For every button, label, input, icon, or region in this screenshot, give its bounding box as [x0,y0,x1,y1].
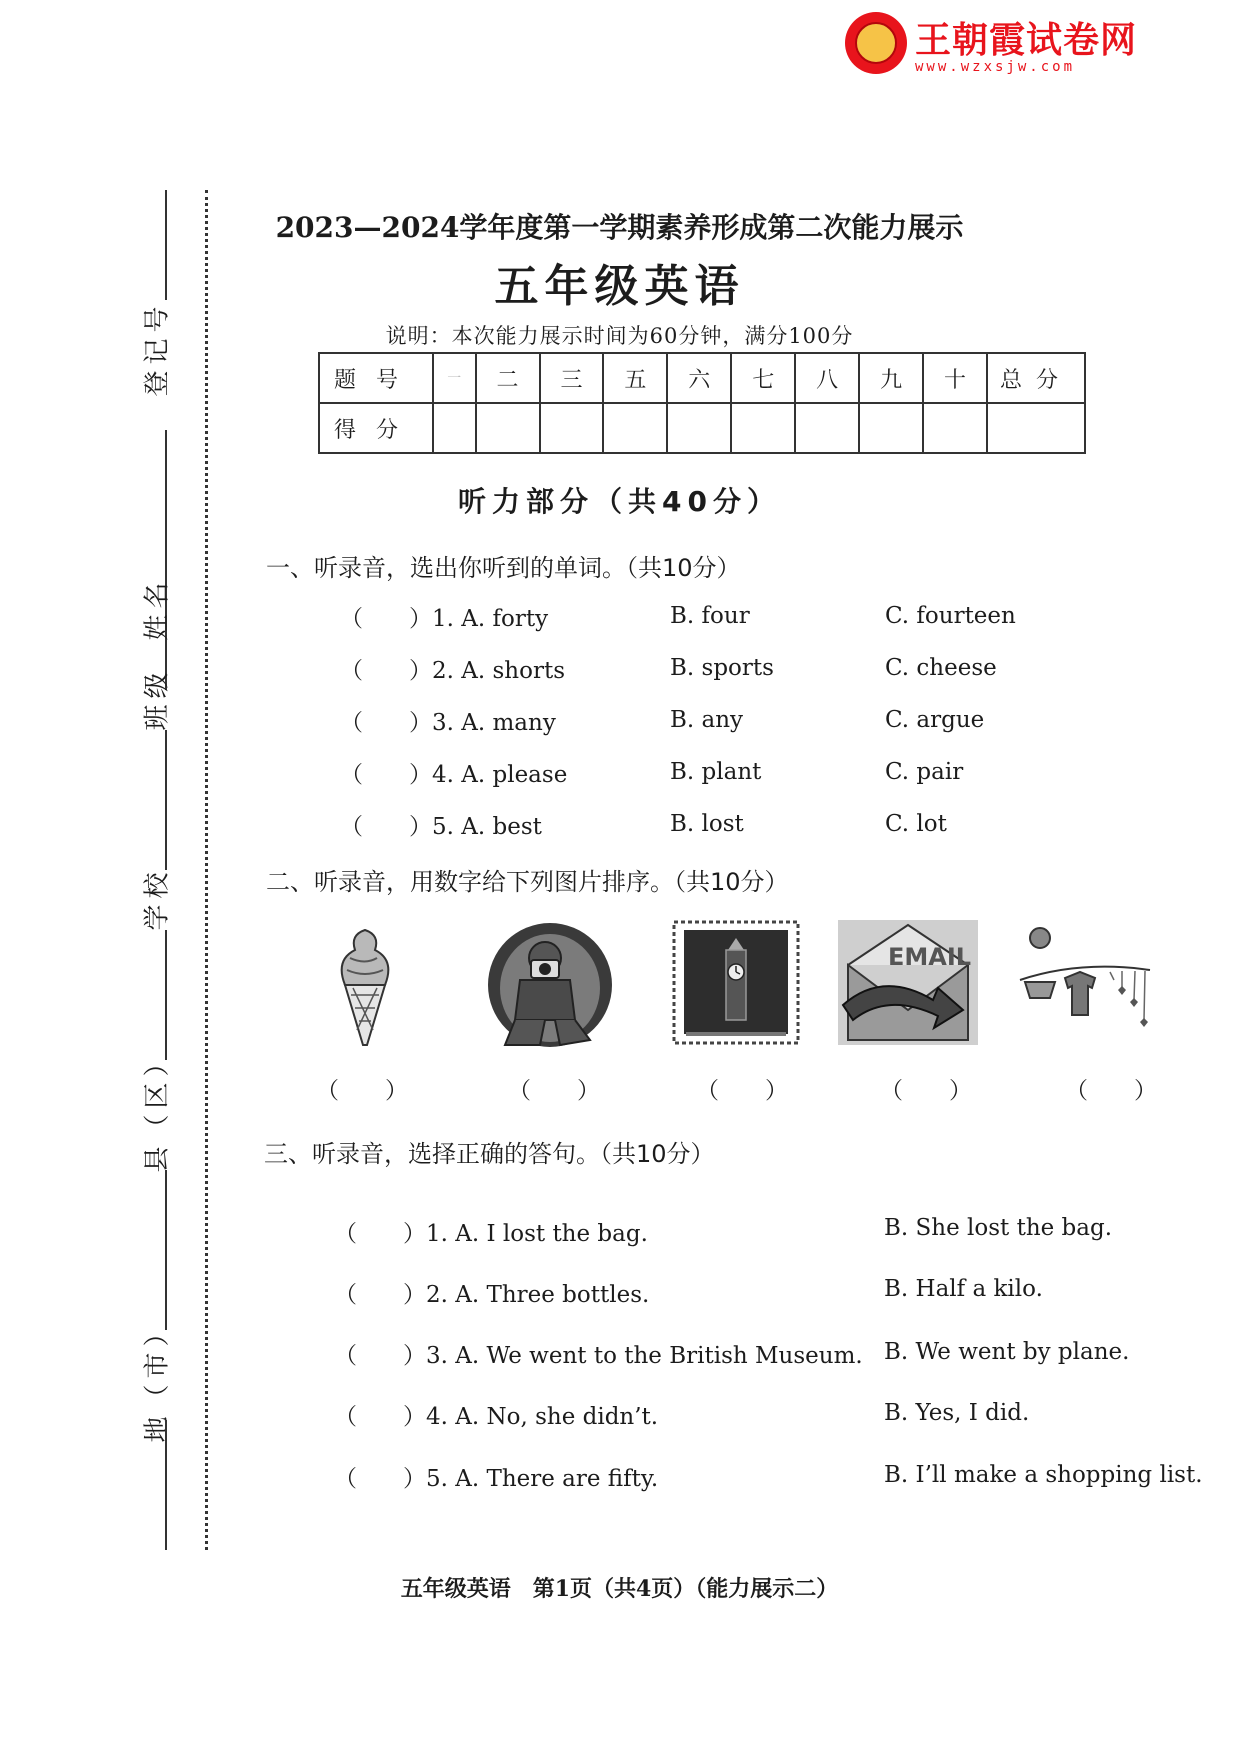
score-cell: 九 [859,353,923,403]
exam-title: 2023—2024学年度第一学期素养形成第二次能力展示 [275,211,964,244]
city-label: 地（市） [142,1314,173,1443]
score-cell: 一 [433,353,476,403]
s1-q5-option-c[interactable]: C. lot [885,811,947,837]
s1-q2-option-c[interactable]: C. cheese [885,655,997,681]
s1-q5-option-a[interactable]: （ ）5. A. best [340,814,542,840]
name-label: 姓名 [142,576,173,641]
s3-q3-option-a[interactable]: （ ）3. A. We went to the British Museum. [334,1343,863,1369]
score-entry[interactable] [667,403,731,453]
logo-site-name: 王朝霞试卷网 [915,20,1138,61]
s3-q3-option-b[interactable]: B. We went by plane. [884,1339,1130,1365]
s1-q4-option-c[interactable]: C. pair [885,759,964,785]
site-logo [845,12,1155,78]
class-label: 班级 [142,666,173,731]
score-entry[interactable] [923,403,987,453]
picture-answer-blank[interactable]: （ ） [508,1078,600,1104]
score-entry[interactable] [795,403,859,453]
email-label: EMAIL [888,943,972,971]
s3-q1-option-b[interactable]: B. She lost the bag. [884,1215,1113,1241]
ice-cream-icon [305,920,425,1050]
email-picture [838,920,978,1050]
clothesline-icon [1010,920,1160,1045]
section1-heading: 一、听录音，选出你听到的单词。（共10分） [266,554,741,582]
s1-q3-option-a[interactable]: （ ）3. A. many [340,710,556,736]
score-entry[interactable] [540,403,604,453]
score-cell: 二 [476,353,540,403]
score-cell-total: 总分 [987,353,1085,403]
s1-q4-option-b[interactable]: B. plant [670,759,762,785]
score-entry[interactable] [476,403,540,453]
logo-seal-icon [845,12,907,74]
ice-cream-picture [305,920,425,1050]
s3-q4-option-a[interactable]: （ ）4. A. No, she didn’t. [334,1404,659,1430]
score-table-row-score [319,403,1085,453]
county-label: 县（区） [142,1044,173,1173]
score-cell: 八 [795,353,859,403]
s1-q1-option-a[interactable]: （ ）1. A. forty [340,606,549,632]
big-ben-stamp-icon [672,920,800,1045]
score-table-row-question [319,353,1085,403]
s1-q1-option-c[interactable]: C. fourteen [885,603,1016,629]
score-entry-total[interactable] [987,403,1085,453]
score-cell-label: 题号 [319,353,433,403]
picture-answer-blank[interactable]: （ ） [880,1078,972,1104]
score-table [318,352,1086,454]
score-cell: 十 [923,353,987,403]
s1-q4-option-a[interactable]: （ ）4. A. please [340,762,568,788]
score-entry[interactable] [433,403,476,453]
s1-q2-option-b[interactable]: B. sports [670,655,774,681]
binding-dotted-line [205,190,208,1550]
big-ben-stamp-picture [672,920,800,1050]
s1-q3-option-c[interactable]: C. argue [885,707,985,733]
city-line [165,1420,167,1550]
exam-note: 说明：本次能力展示时间为60分钟，满分100分 [385,324,854,348]
school-label: 学校 [142,866,173,931]
s3-q1-option-a[interactable]: （ ）1. A. I lost the bag. [334,1221,648,1247]
clothesline-picture [1010,920,1160,1050]
student-info-margin [120,190,190,1550]
score-cell: 七 [731,353,795,403]
listening-part-title: 听力部分（共40分） [458,485,781,518]
section3-heading: 三、听录音，选择正确的答句。（共10分） [264,1140,715,1168]
s3-q5-option-a[interactable]: （ ）5. A. There are fifty. [334,1466,659,1492]
subject-title: 五年级英语 [494,261,745,312]
s1-q2-option-a[interactable]: （ ）2. A. shorts [340,658,565,684]
score-entry[interactable] [859,403,923,453]
photographer-picture [485,920,615,1050]
page-footer: 五年级英语 第1页（共4页）（能力展示二） [400,1576,839,1602]
s1-q5-option-b[interactable]: B. lost [670,811,744,837]
picture-answer-blank[interactable]: （ ） [696,1078,788,1104]
score-cell: 五 [603,353,667,403]
camera-photographer-icon [485,920,615,1050]
picture-answer-blank[interactable]: （ ） [1065,1078,1157,1104]
s3-q5-option-b[interactable]: B. I’ll make a shopping list. [884,1462,1203,1488]
score-entry[interactable] [731,403,795,453]
score-row-label: 得分 [319,403,433,453]
s3-q2-option-b[interactable]: B. Half a kilo. [884,1276,1043,1302]
s1-q3-option-b[interactable]: B. any [670,707,744,733]
s1-q1-option-b[interactable]: B. four [670,603,750,629]
email-envelope-icon [838,920,978,1045]
score-cell: 三 [540,353,604,403]
register-no-label: 登记号 [142,300,173,397]
s3-q4-option-b[interactable]: B. Yes, I did. [884,1400,1030,1426]
logo-url: www.wzxsjw.com [915,59,1076,75]
section2-heading: 二、听录音，用数字给下列图片排序。（共10分） [266,868,789,896]
s3-q2-option-a[interactable]: （ ）2. A. Three bottles. [334,1282,650,1308]
score-entry[interactable] [603,403,667,453]
score-cell: 六 [667,353,731,403]
picture-answer-blank[interactable]: （ ） [316,1078,408,1104]
